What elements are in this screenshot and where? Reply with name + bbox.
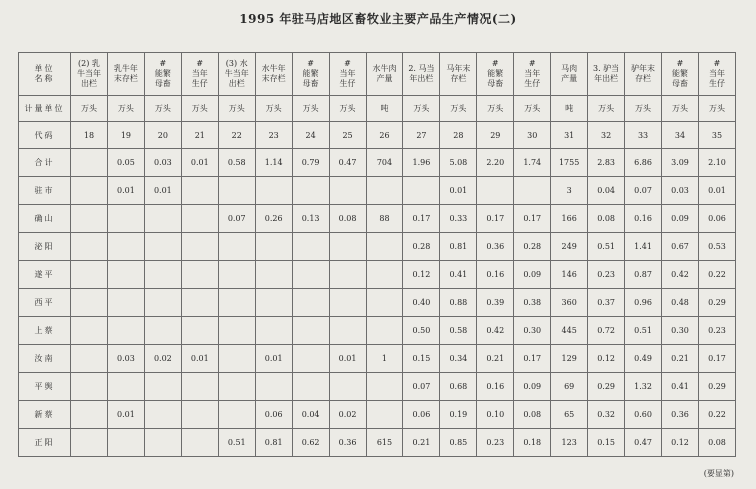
- data-cell: [71, 177, 108, 205]
- data-cell: 0.02: [329, 401, 366, 429]
- data-cell: 1.41: [625, 233, 662, 261]
- table-row: [19, 373, 736, 401]
- data-cell: [218, 289, 255, 317]
- data-cell: 0.47: [625, 429, 662, 457]
- data-cell: 0.72: [588, 317, 625, 345]
- data-cell: [366, 261, 403, 289]
- data-cell: [292, 317, 329, 345]
- data-cell: [144, 289, 181, 317]
- column-header: (3) 水 牛当年 出栏: [218, 53, 255, 96]
- data-cell: 6.86: [625, 149, 662, 177]
- data-cell: 0.03: [144, 149, 181, 177]
- data-cell: 0.34: [440, 345, 477, 373]
- data-cell: 0.17: [514, 205, 551, 233]
- table-row: [19, 205, 736, 233]
- data-cell: [218, 317, 255, 345]
- table-title: 1995 年驻马店地区畜牧业主要产品生产情况(二): [239, 12, 517, 26]
- data-cell: 0.10: [477, 401, 514, 429]
- data-cell: [144, 373, 181, 401]
- column-header: 水牛年 末存栏: [255, 53, 292, 96]
- column-header: # 能繁 母畜: [144, 53, 181, 96]
- data-cell: 0.01: [181, 345, 218, 373]
- unit-row-label: 计量单位: [19, 96, 71, 122]
- data-cell: 0.96: [625, 289, 662, 317]
- table-row: [19, 345, 736, 373]
- data-cell: 0.09: [514, 373, 551, 401]
- code-cell: 25: [329, 122, 366, 149]
- data-cell: [366, 317, 403, 345]
- data-cell: 0.09: [514, 261, 551, 289]
- data-cell: 0.12: [588, 345, 625, 373]
- data-cell: 0.85: [440, 429, 477, 457]
- data-cell: [255, 177, 292, 205]
- data-cell: 0.36: [662, 401, 699, 429]
- data-cell: 0.13: [292, 205, 329, 233]
- data-cell: 0.41: [662, 373, 699, 401]
- unit-cell: 吨: [551, 96, 588, 122]
- data-cell: 0.60: [625, 401, 662, 429]
- data-cell: 445: [551, 317, 588, 345]
- data-cell: 1.32: [625, 373, 662, 401]
- table-row: [19, 289, 736, 317]
- data-cell: 0.01: [255, 345, 292, 373]
- header-row: [19, 53, 736, 96]
- unit-cell: 万头: [218, 96, 255, 122]
- data-cell: 0.53: [698, 233, 735, 261]
- data-cell: 2.10: [698, 149, 735, 177]
- data-cell: [218, 177, 255, 205]
- data-cell: 0.16: [625, 205, 662, 233]
- table-row: [19, 177, 736, 205]
- data-cell: [218, 345, 255, 373]
- data-cell: [71, 401, 108, 429]
- data-cell: [181, 373, 218, 401]
- data-cell: 249: [551, 233, 588, 261]
- row-name: 遂平: [19, 261, 71, 289]
- data-cell: 0.01: [144, 177, 181, 205]
- data-cell: 0.51: [625, 317, 662, 345]
- data-cell: 69: [551, 373, 588, 401]
- data-cell: 0.06: [403, 401, 440, 429]
- unit-cell: 万头: [144, 96, 181, 122]
- data-cell: 0.15: [403, 345, 440, 373]
- data-cell: 0.32: [588, 401, 625, 429]
- data-cell: [292, 177, 329, 205]
- data-cell: 3.09: [662, 149, 699, 177]
- data-cell: 0.81: [255, 429, 292, 457]
- data-cell: [71, 345, 108, 373]
- data-cell: 0.26: [255, 205, 292, 233]
- data-cell: 0.36: [329, 429, 366, 457]
- unit-cell: 万头: [255, 96, 292, 122]
- data-cell: [71, 317, 108, 345]
- table-row: [19, 401, 736, 429]
- unit-row: [19, 96, 736, 122]
- data-cell: [477, 177, 514, 205]
- column-header: # 当年 生仔: [181, 53, 218, 96]
- data-cell: 0.01: [698, 177, 735, 205]
- data-cell: 0.87: [625, 261, 662, 289]
- data-cell: [255, 289, 292, 317]
- data-cell: 0.62: [292, 429, 329, 457]
- data-cell: 0.23: [698, 317, 735, 345]
- data-cell: 0.50: [403, 317, 440, 345]
- data-cell: 0.28: [403, 233, 440, 261]
- data-cell: 166: [551, 205, 588, 233]
- code-row: [19, 122, 736, 149]
- code-cell: 32: [588, 122, 625, 149]
- data-cell: 0.18: [514, 429, 551, 457]
- data-cell: [514, 177, 551, 205]
- code-cell: 22: [218, 122, 255, 149]
- data-cell: 65: [551, 401, 588, 429]
- data-cell: 0.01: [329, 345, 366, 373]
- column-header: 3. 驴当 年出栏: [588, 53, 625, 96]
- unit-cell: 万头: [477, 96, 514, 122]
- code-cell: 28: [440, 122, 477, 149]
- column-header: 马肉 产量: [551, 53, 588, 96]
- unit-cell: 万头: [625, 96, 662, 122]
- data-cell: 1.96: [403, 149, 440, 177]
- data-cell: [329, 261, 366, 289]
- data-cell: 0.19: [440, 401, 477, 429]
- data-cell: [329, 289, 366, 317]
- data-cell: [403, 177, 440, 205]
- data-cell: [144, 401, 181, 429]
- data-cell: 0.08: [698, 429, 735, 457]
- data-cell: [366, 177, 403, 205]
- unit-cell: 万头: [662, 96, 699, 122]
- data-cell: [218, 401, 255, 429]
- data-cell: [107, 261, 144, 289]
- data-cell: 0.01: [107, 177, 144, 205]
- data-cell: 0.08: [514, 401, 551, 429]
- data-cell: 0.40: [403, 289, 440, 317]
- data-cell: [255, 261, 292, 289]
- row-name: 合计: [19, 149, 71, 177]
- code-cell: 35: [698, 122, 735, 149]
- data-cell: 0.01: [107, 401, 144, 429]
- column-header: 马年末 存栏: [440, 53, 477, 96]
- unit-cell: 万头: [403, 96, 440, 122]
- data-cell: 0.15: [588, 429, 625, 457]
- code-cell: 21: [181, 122, 218, 149]
- data-cell: 0.09: [662, 205, 699, 233]
- data-cell: 0.48: [662, 289, 699, 317]
- row-name: 泌阳: [19, 233, 71, 261]
- data-cell: [181, 177, 218, 205]
- code-cell: 20: [144, 122, 181, 149]
- data-cell: [329, 317, 366, 345]
- data-cell: [144, 233, 181, 261]
- data-cell: 2.83: [588, 149, 625, 177]
- data-cell: 0.06: [255, 401, 292, 429]
- data-cell: 0.51: [588, 233, 625, 261]
- data-cell: [218, 261, 255, 289]
- row-name: 西平: [19, 289, 71, 317]
- data-cell: 2.20: [477, 149, 514, 177]
- table-row: [19, 429, 736, 457]
- data-cell: [292, 345, 329, 373]
- data-cell: [181, 261, 218, 289]
- data-cell: 146: [551, 261, 588, 289]
- data-cell: 0.39: [477, 289, 514, 317]
- data-cell: 5.08: [440, 149, 477, 177]
- unit-cell: 吨: [366, 96, 403, 122]
- data-cell: 0.22: [698, 261, 735, 289]
- data-cell: 0.29: [698, 373, 735, 401]
- data-cell: 0.17: [477, 205, 514, 233]
- data-cell: 0.08: [588, 205, 625, 233]
- data-cell: 0.06: [698, 205, 735, 233]
- unit-cell: 万头: [292, 96, 329, 122]
- data-cell: 0.17: [698, 345, 735, 373]
- table-row: [19, 261, 736, 289]
- code-cell: 29: [477, 122, 514, 149]
- data-cell: 1.14: [255, 149, 292, 177]
- data-cell: 123: [551, 429, 588, 457]
- table-row: [19, 317, 736, 345]
- data-cell: 3: [551, 177, 588, 205]
- data-cell: [144, 317, 181, 345]
- data-cell: [181, 205, 218, 233]
- data-cell: 0.12: [662, 429, 699, 457]
- code-cell: 24: [292, 122, 329, 149]
- data-cell: [366, 233, 403, 261]
- code-cell: 26: [366, 122, 403, 149]
- data-cell: 129: [551, 345, 588, 373]
- data-cell: 0.07: [625, 177, 662, 205]
- unit-cell: 万头: [329, 96, 366, 122]
- data-cell: 1.74: [514, 149, 551, 177]
- data-cell: 0.38: [514, 289, 551, 317]
- data-cell: 0.05: [107, 149, 144, 177]
- data-cell: 0.41: [440, 261, 477, 289]
- data-cell: [71, 289, 108, 317]
- code-cell: 23: [255, 122, 292, 149]
- column-header: 乳牛年 末存栏: [107, 53, 144, 96]
- code-cell: 18: [71, 122, 108, 149]
- data-cell: 0.21: [477, 345, 514, 373]
- code-cell: 33: [625, 122, 662, 149]
- data-cell: 0.33: [440, 205, 477, 233]
- column-header: 驴年末 存栏: [625, 53, 662, 96]
- row-name: 平舆: [19, 373, 71, 401]
- data-cell: [329, 177, 366, 205]
- unit-cell: 万头: [514, 96, 551, 122]
- data-cell: [366, 373, 403, 401]
- data-cell: [255, 233, 292, 261]
- data-cell: [255, 317, 292, 345]
- data-cell: 0.29: [588, 373, 625, 401]
- data-cell: [71, 205, 108, 233]
- row-name: 上蔡: [19, 317, 71, 345]
- data-cell: 88: [366, 205, 403, 233]
- data-cell: 0.01: [440, 177, 477, 205]
- data-cell: [329, 233, 366, 261]
- code-cell: 31: [551, 122, 588, 149]
- data-cell: 0.22: [698, 401, 735, 429]
- data-cell: 0.17: [514, 345, 551, 373]
- data-cell: [181, 233, 218, 261]
- data-cell: 0.07: [403, 373, 440, 401]
- row-name: 正阳: [19, 429, 71, 457]
- code-cell: 27: [403, 122, 440, 149]
- data-cell: [329, 373, 366, 401]
- code-row-label: 代码: [19, 122, 71, 149]
- column-header: # 能繁 母畜: [477, 53, 514, 96]
- data-cell: 0.04: [292, 401, 329, 429]
- data-cell: 0.42: [662, 261, 699, 289]
- data-cell: 0.01: [181, 149, 218, 177]
- data-cell: 0.17: [403, 205, 440, 233]
- data-cell: [71, 233, 108, 261]
- unit-cell: 万头: [698, 96, 735, 122]
- data-cell: [292, 261, 329, 289]
- data-cell: 0.88: [440, 289, 477, 317]
- data-cell: 0.16: [477, 261, 514, 289]
- data-cell: 0.36: [477, 233, 514, 261]
- data-cell: 0.47: [329, 149, 366, 177]
- unit-cell: 万头: [107, 96, 144, 122]
- table-row: [19, 233, 736, 261]
- data-cell: 0.08: [329, 205, 366, 233]
- data-cell: 1: [366, 345, 403, 373]
- column-header: (2) 乳 牛当年 出栏: [71, 53, 108, 96]
- data-cell: 0.37: [588, 289, 625, 317]
- data-cell: 0.07: [218, 205, 255, 233]
- data-cell: 1755: [551, 149, 588, 177]
- column-header: 水牛肉 产量: [366, 53, 403, 96]
- data-cell: 0.21: [403, 429, 440, 457]
- data-cell: 0.42: [477, 317, 514, 345]
- data-cell: 0.58: [218, 149, 255, 177]
- data-cell: [181, 317, 218, 345]
- data-cell: 615: [366, 429, 403, 457]
- data-cell: 0.23: [588, 261, 625, 289]
- data-cell: [107, 289, 144, 317]
- page-footer-note: (要显第): [703, 469, 734, 478]
- data-cell: [71, 149, 108, 177]
- data-cell: [144, 261, 181, 289]
- data-cell: 0.02: [144, 345, 181, 373]
- data-cell: [71, 429, 108, 457]
- data-cell: 0.30: [514, 317, 551, 345]
- data-cell: [71, 261, 108, 289]
- data-cell: 0.16: [477, 373, 514, 401]
- data-cell: 360: [551, 289, 588, 317]
- data-cell: 0.03: [107, 345, 144, 373]
- data-cell: [366, 401, 403, 429]
- data-cell: 0.21: [662, 345, 699, 373]
- data-cell: 0.29: [698, 289, 735, 317]
- data-cell: 0.51: [218, 429, 255, 457]
- data-cell: [366, 289, 403, 317]
- data-cell: [218, 373, 255, 401]
- data-cell: 0.04: [588, 177, 625, 205]
- data-cell: [107, 373, 144, 401]
- data-cell: [292, 289, 329, 317]
- data-cell: [107, 429, 144, 457]
- data-cell: 0.79: [292, 149, 329, 177]
- data-cell: [107, 317, 144, 345]
- corner-header: 单位 名称: [19, 53, 71, 96]
- data-cell: 0.30: [662, 317, 699, 345]
- data-cell: 0.67: [662, 233, 699, 261]
- unit-cell: 万头: [181, 96, 218, 122]
- data-cell: [107, 205, 144, 233]
- column-header: # 当年 生仔: [698, 53, 735, 96]
- code-cell: 19: [107, 122, 144, 149]
- data-cell: [181, 429, 218, 457]
- data-cell: 0.12: [403, 261, 440, 289]
- data-cell: [181, 289, 218, 317]
- row-name: 汝南: [19, 345, 71, 373]
- data-cell: [292, 373, 329, 401]
- unit-cell: 万头: [440, 96, 477, 122]
- data-cell: 0.23: [477, 429, 514, 457]
- data-cell: [292, 233, 329, 261]
- data-cell: [144, 429, 181, 457]
- data-cell: 704: [366, 149, 403, 177]
- column-header: # 当年 生仔: [329, 53, 366, 96]
- data-cell: 0.49: [625, 345, 662, 373]
- code-cell: 30: [514, 122, 551, 149]
- data-cell: [71, 373, 108, 401]
- unit-cell: 万头: [588, 96, 625, 122]
- code-cell: 34: [662, 122, 699, 149]
- row-name: 新蔡: [19, 401, 71, 429]
- table-row: [19, 149, 736, 177]
- data-cell: 0.03: [662, 177, 699, 205]
- column-header: # 能繁 母畜: [662, 53, 699, 96]
- row-name: 确山: [19, 205, 71, 233]
- column-header: 2. 马当 年出栏: [403, 53, 440, 96]
- column-header: # 能繁 母畜: [292, 53, 329, 96]
- data-cell: 0.28: [514, 233, 551, 261]
- data-cell: [218, 233, 255, 261]
- data-cell: 0.68: [440, 373, 477, 401]
- data-cell: 0.58: [440, 317, 477, 345]
- statistics-table: [18, 52, 736, 457]
- data-cell: [144, 205, 181, 233]
- data-cell: [107, 233, 144, 261]
- data-cell: [181, 401, 218, 429]
- data-cell: 0.81: [440, 233, 477, 261]
- column-header: # 当年 生仔: [514, 53, 551, 96]
- unit-cell: 万头: [71, 96, 108, 122]
- data-cell: [255, 373, 292, 401]
- row-name: 驻市: [19, 177, 71, 205]
